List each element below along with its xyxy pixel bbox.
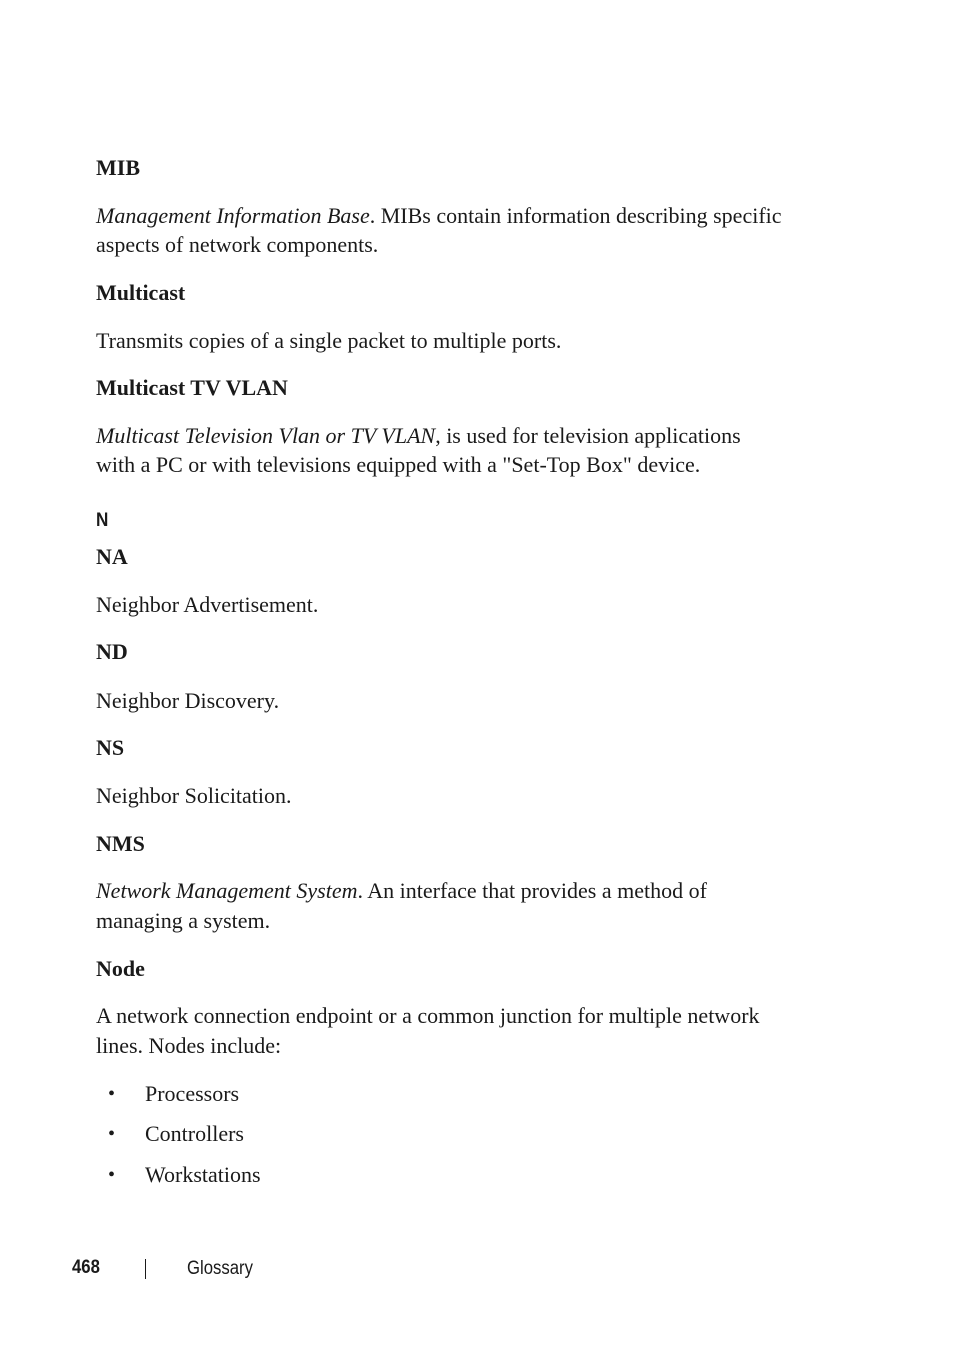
footer-divider	[145, 1259, 146, 1279]
definition-mib-text: . MIBs contain information describing specific	[369, 203, 782, 228]
term-mib: MIB	[96, 155, 140, 180]
definition-nd: Neighbor Discovery.	[96, 688, 280, 713]
term-na: NA	[96, 544, 128, 569]
definition-na: Neighbor Advertisement.	[96, 592, 319, 617]
definition-mib-line-1	[96, 201, 782, 231]
definition-mib-line-2: aspects of network components.	[96, 232, 379, 257]
term-multicast-tv-vlan: Multicast TV VLAN	[96, 375, 288, 400]
term-node: Node	[96, 956, 145, 981]
definition-multicast: Transmits copies of a single packet to multiple ports.	[96, 328, 562, 353]
definition-nms-line-2: managing a system.	[96, 908, 271, 933]
definition-ns: Neighbor Solicitation.	[96, 783, 292, 808]
term-nd: ND	[96, 639, 128, 664]
definition-nms-expansion: Network Management System	[96, 878, 358, 903]
definition-mib-expansion: Management Information Base	[96, 203, 370, 228]
term-nms: NMS	[96, 831, 145, 856]
list-item-workstations: Workstations	[145, 1162, 261, 1187]
definition-nms-line-1	[96, 876, 707, 906]
page-number: 468	[72, 1257, 100, 1278]
bullet-marker: •	[108, 1123, 116, 1145]
definition-multicast-tv-vlan-expansion: Multicast Television Vlan or TV VLAN	[96, 423, 436, 448]
list-item-controllers: Controllers	[145, 1121, 244, 1146]
section-letter-heading: N	[96, 510, 109, 531]
definition-multicast-tv-vlan-line-2: with a PC or with televisions equipped with a "Set-Top Box" device.	[96, 452, 701, 477]
bullet-marker: •	[108, 1083, 116, 1105]
definition-nms-text: . An interface that provides a method of	[357, 878, 707, 903]
definition-node-line-2: lines. Nodes include:	[96, 1033, 282, 1058]
list-item-processors: Processors	[145, 1081, 240, 1106]
definition-node-line-1: A network connection endpoint or a common junction for multiple network	[96, 1003, 760, 1028]
term-multicast: Multicast	[96, 280, 186, 305]
definition-multicast-tv-vlan-line-1	[96, 421, 741, 451]
footer-section-title: Glossary	[187, 1258, 253, 1279]
bullet-marker: •	[108, 1164, 116, 1186]
definition-multicast-tv-vlan-text: , is used for television applications	[435, 423, 741, 448]
term-ns: NS	[96, 735, 125, 760]
